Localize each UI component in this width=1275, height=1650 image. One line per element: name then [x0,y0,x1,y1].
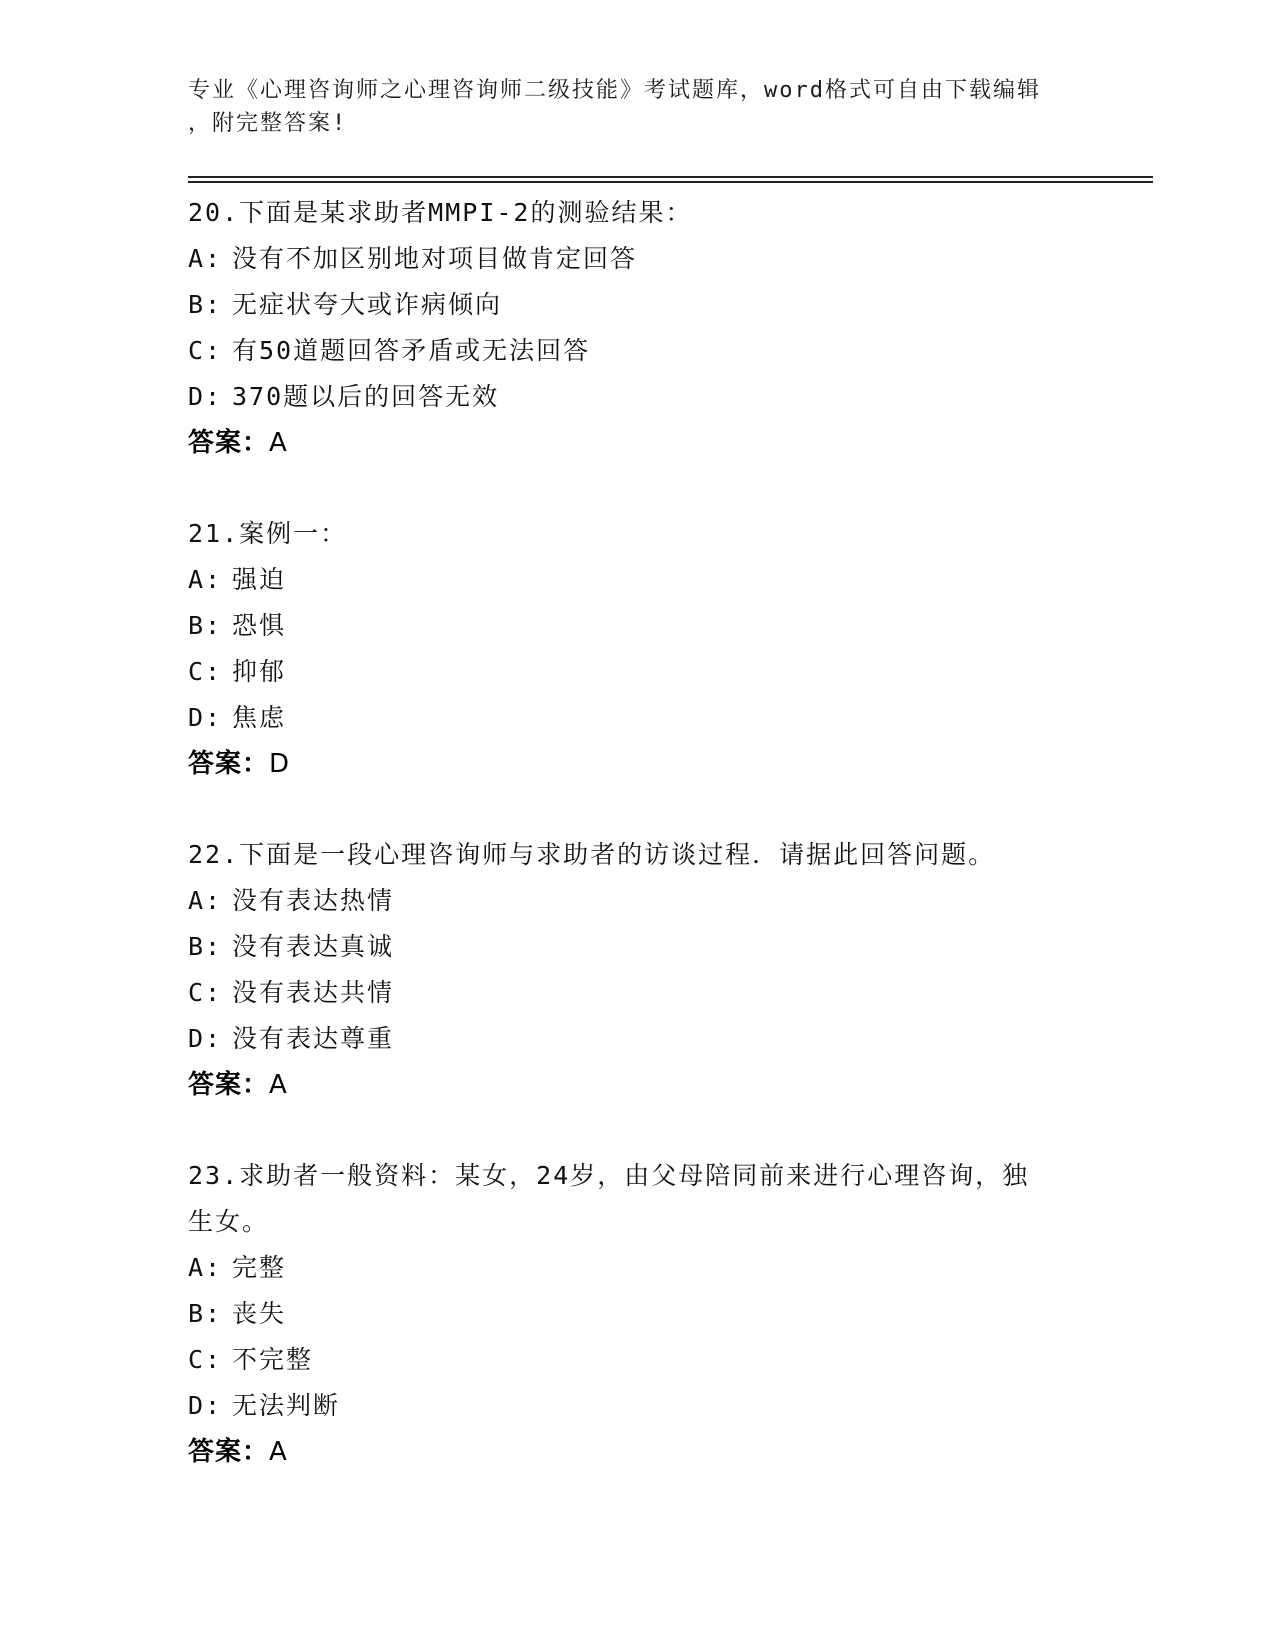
option-letter: D: [188,703,223,732]
option-letter: B: [188,1299,223,1328]
option-text: 无法判断 [232,1391,341,1420]
answer-line [188,741,1088,787]
option-text: 焦虑 [232,703,287,732]
option-b [188,1291,1088,1337]
answer-label: 答案： [188,1070,270,1100]
document-header [188,74,1088,140]
option-text: 抑郁 [232,657,287,686]
answer-value: A [269,428,288,458]
option-letter: D: [188,1024,223,1053]
answer-label: 答案： [188,749,270,779]
question-stem-continued: 生女。 [188,1207,270,1236]
option-a [188,236,1088,282]
answer-label: 答案： [188,1437,270,1467]
question-stem: 22.下面是一段心理咨询师与求助者的访谈过程．请据此回答问题。 [188,840,996,869]
option-letter: A: [188,244,223,273]
option-letter: B: [188,290,223,319]
option-text: 370题以后的回答无效 [232,382,500,411]
question-stem: 21.案例一： [188,519,348,548]
option-b [188,924,1088,970]
header-divider-bottom [188,181,1153,183]
option-b [188,603,1088,649]
header-line-1: 专业《心理咨询师之心理咨询师二级技能》考试题库，word格式可自由下载编辑 [188,78,1041,103]
question-spacer [188,787,1088,832]
option-d [188,1016,1088,1062]
answer-value: D [269,749,291,779]
option-d [188,1383,1088,1429]
option-c [188,328,1088,374]
option-c [188,1337,1088,1383]
option-text: 完整 [232,1253,287,1282]
answer-line [188,1429,1088,1475]
question-21 [188,511,1088,787]
option-letter: C: [188,657,223,686]
option-letter: D: [188,1391,223,1420]
question-spacer [188,466,1088,511]
question-22 [188,832,1088,1108]
question-spacer [188,1108,1088,1153]
answer-label: 答案： [188,428,270,458]
header-divider-top [188,176,1153,178]
option-letter: C: [188,978,223,1007]
option-text: 有50道题回答矛盾或无法回答 [232,336,591,365]
option-text: 丧失 [232,1299,287,1328]
option-letter: D: [188,382,223,411]
option-text: 不完整 [232,1345,314,1374]
option-letter: A: [188,565,223,594]
option-letter: B: [188,611,223,640]
option-a [188,878,1088,924]
answer-value: A [269,1070,288,1100]
option-text: 没有表达共情 [232,978,395,1007]
question-stem: 23.求助者一般资料：某女，24岁，由父母陪同前来进行心理咨询，独 [188,1161,1030,1190]
question-20 [188,190,1088,466]
option-letter: A: [188,886,223,915]
option-d [188,374,1088,420]
option-text: 没有不加区别地对项目做肯定回答 [232,244,638,273]
option-d [188,695,1088,741]
question-stem: 20.下面是某求助者MMPI-2的测验结果： [188,198,693,227]
option-text: 没有表达热情 [232,886,395,915]
header-line-2: ，附完整答案! [188,111,348,136]
answer-line [188,1062,1088,1108]
option-a [188,1245,1088,1291]
option-text: 没有表达真诚 [232,932,395,961]
option-c [188,970,1088,1016]
question-23 [188,1153,1088,1475]
option-text: 无症状夸大或诈病倾向 [232,290,503,319]
option-a [188,557,1088,603]
option-b [188,282,1088,328]
answer-line [188,420,1088,466]
option-letter: C: [188,1345,223,1374]
option-c [188,649,1088,695]
option-text: 强迫 [232,565,287,594]
option-letter: A: [188,1253,223,1282]
question-list [188,190,1088,1475]
option-letter: C: [188,336,223,365]
option-text: 恐惧 [232,611,287,640]
option-text: 没有表达尊重 [232,1024,395,1053]
option-letter: B: [188,932,223,961]
answer-value: A [269,1437,288,1467]
